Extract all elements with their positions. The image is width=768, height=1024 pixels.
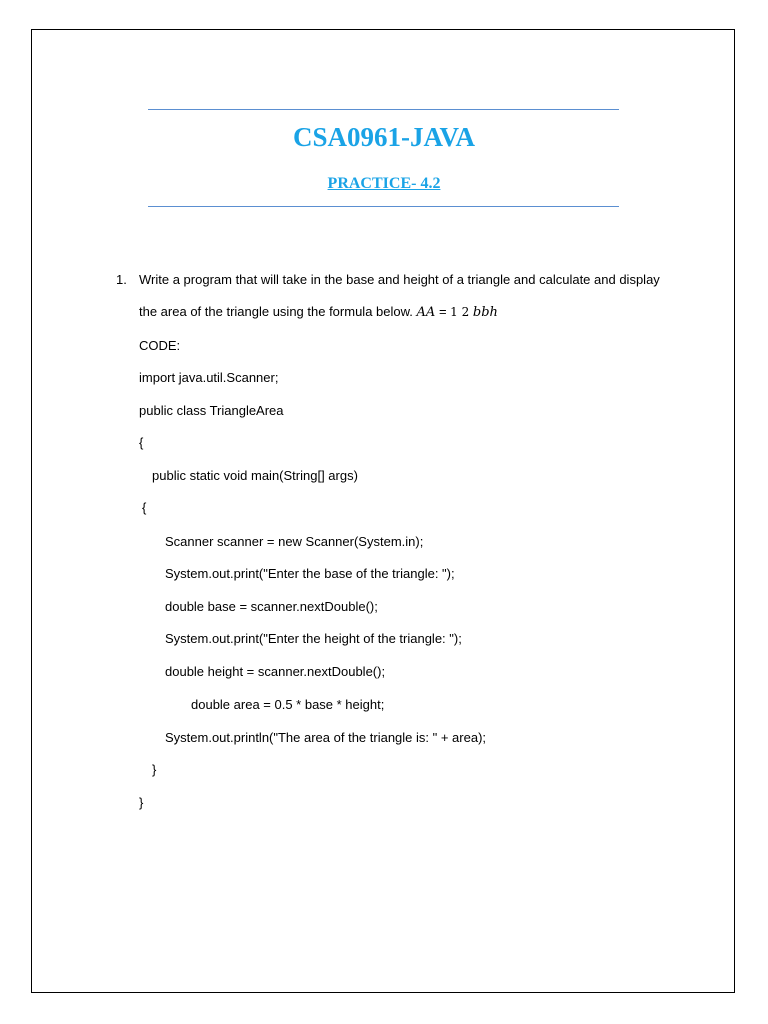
code-label: CODE: bbox=[139, 338, 181, 353]
formula-fraction: 1 2 bbox=[450, 305, 470, 319]
code-line: } bbox=[139, 795, 144, 810]
code-line: { bbox=[142, 500, 147, 515]
header-bottom-rule bbox=[148, 206, 619, 207]
code-line: double height = scanner.nextDouble(); bbox=[165, 664, 386, 679]
document-subtitle: PRACTICE- 4.2 bbox=[327, 175, 441, 192]
code-line: import java.util.Scanner; bbox=[139, 370, 279, 385]
code-line: { bbox=[139, 435, 144, 450]
formula-lhs: AA bbox=[416, 305, 436, 320]
document-title: CSA0961-JAVA bbox=[292, 122, 476, 152]
code-line: double base = scanner.nextDouble(); bbox=[165, 599, 378, 614]
formula-equals: = bbox=[438, 304, 447, 319]
code-line: System.out.print("Enter the height of the triangle: "); bbox=[165, 631, 462, 646]
code-line: } bbox=[152, 762, 157, 777]
header-top-rule bbox=[148, 109, 619, 110]
code-line: public static void main(String[] args) bbox=[152, 468, 358, 483]
code-line: double area = 0.5 * base * height; bbox=[191, 697, 385, 712]
question-number: 1. bbox=[116, 272, 127, 287]
question-line-2 bbox=[139, 303, 498, 322]
formula-rhs: bbh bbox=[472, 305, 498, 320]
question-line-2-text: the area of the triangle using the formula below. bbox=[139, 304, 413, 319]
code-line: public class TriangleArea bbox=[139, 403, 284, 418]
code-line: System.out.println("The area of the triangle is: " + area); bbox=[165, 730, 487, 745]
code-line: System.out.print("Enter the base of the triangle: "); bbox=[165, 566, 455, 581]
question-line-1: Write a program that will take in the base and height of a triangle and calculate and display bbox=[139, 272, 660, 287]
code-line: Scanner scanner = new Scanner(System.in); bbox=[165, 534, 424, 549]
